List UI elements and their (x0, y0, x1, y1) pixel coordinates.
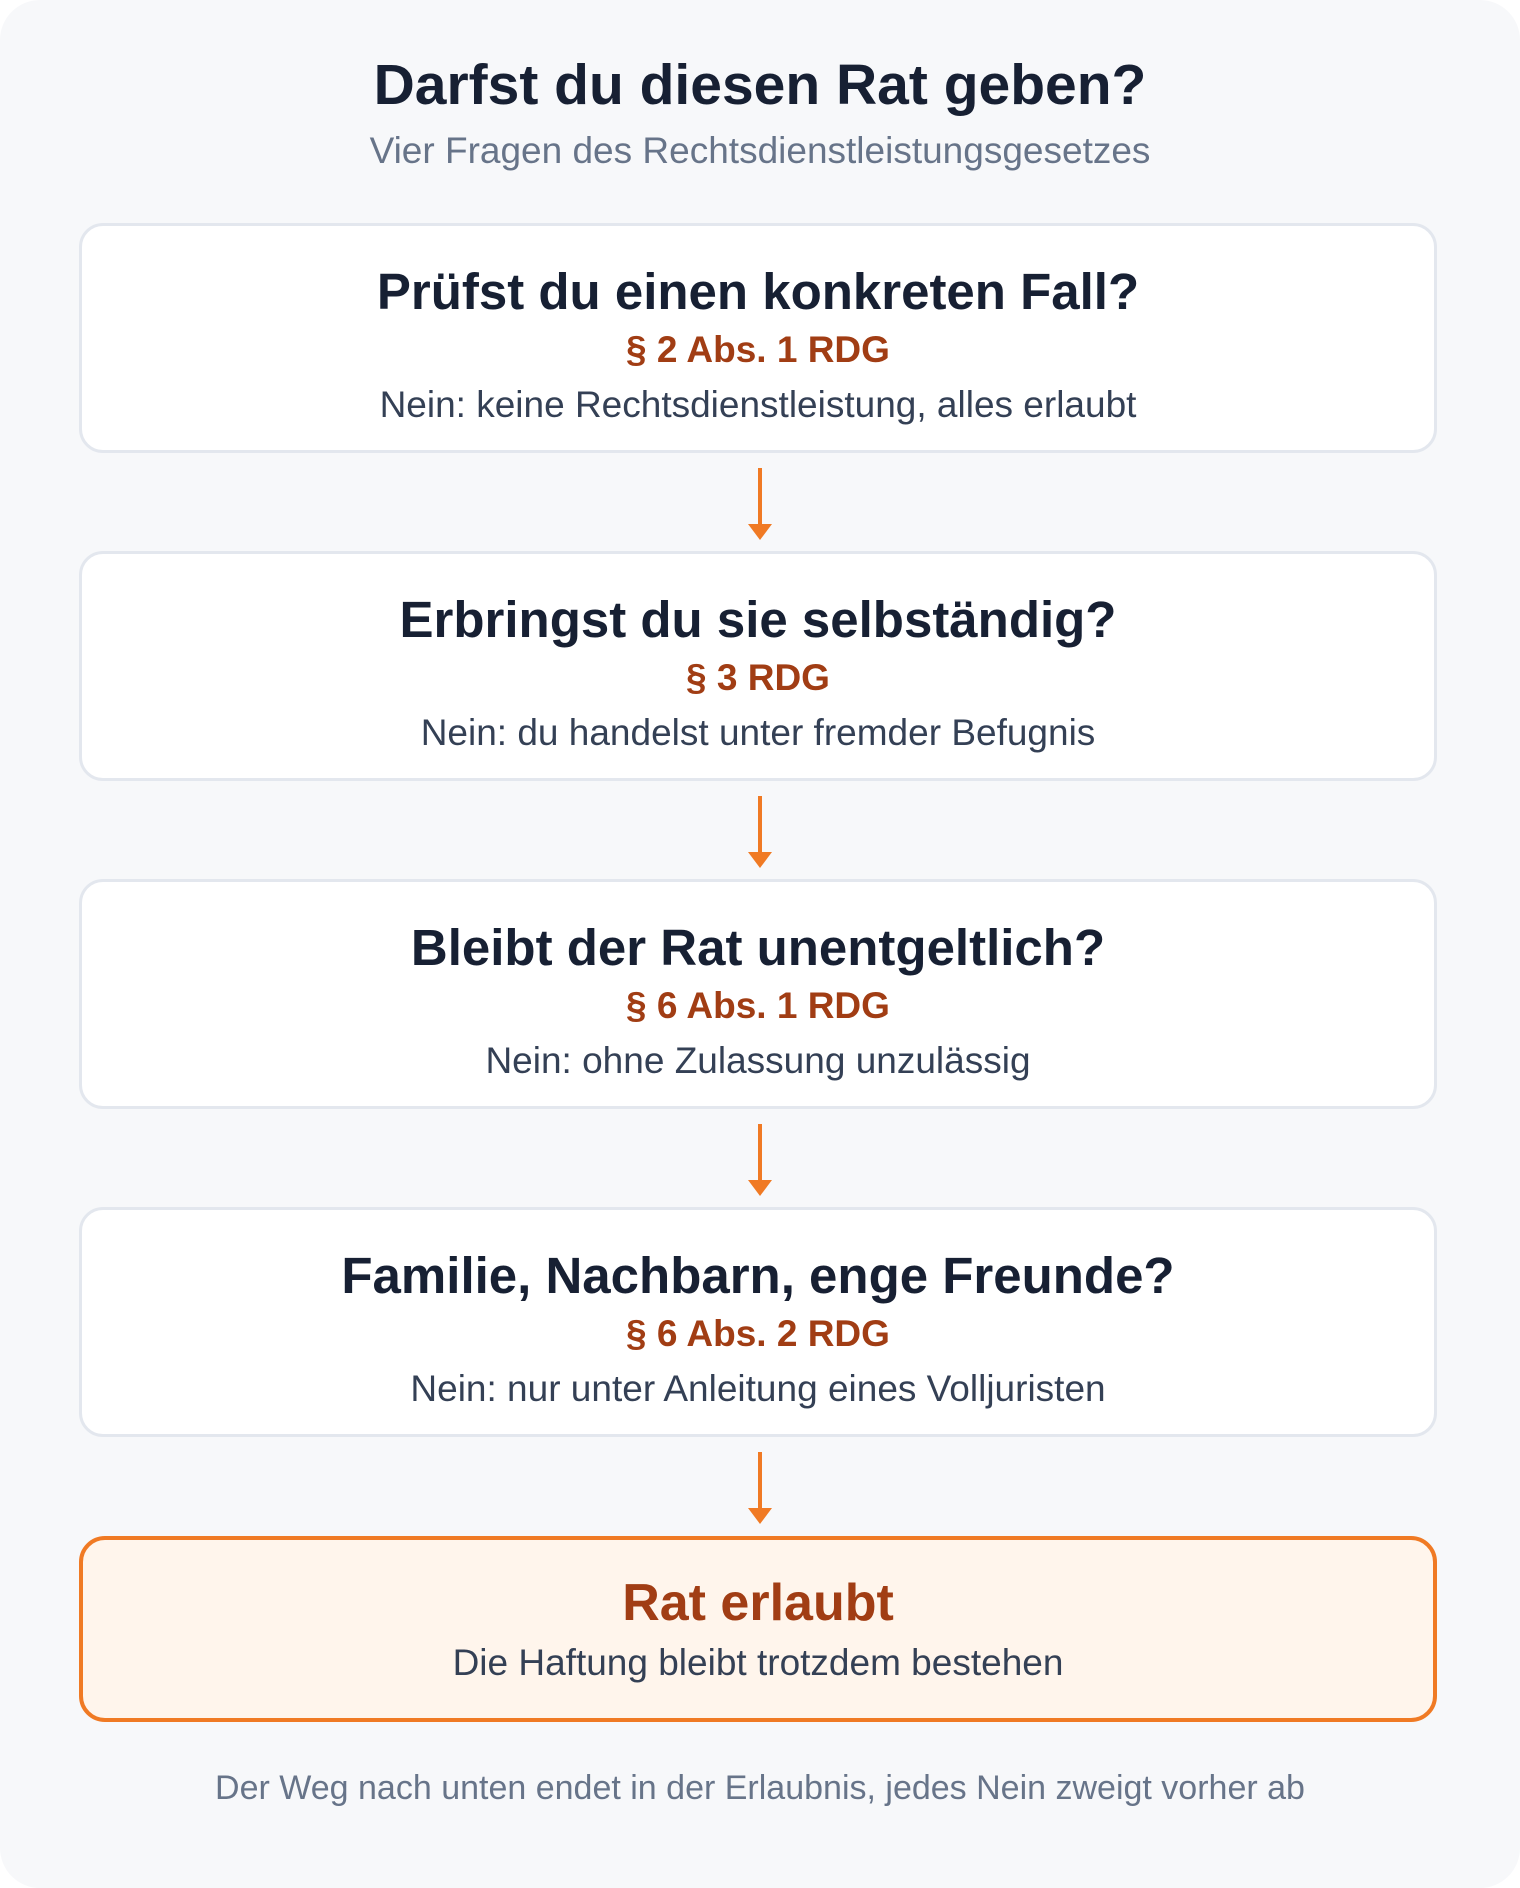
step-law-reference: § 3 RDG (686, 657, 830, 698)
step-law-reference: § 6 Abs. 1 RDG (626, 985, 890, 1026)
step-question: Prüfst du einen konkreten Fall? (376, 263, 1140, 320)
step-card-2 (79, 551, 1437, 781)
step-card-1 (79, 223, 1437, 453)
down-arrow-icon (744, 1122, 776, 1198)
step-law-reference: § 2 Abs. 1 RDG (626, 329, 890, 370)
step-no-outcome: Nein: keine Rechtsdienstleistung, alles erlaubt (379, 384, 1137, 425)
result-text: Die Haftung bleibt trotzdem bestehen (452, 1642, 1064, 1683)
step-law-reference: § 6 Abs. 2 RDG (626, 1313, 890, 1354)
diagram-subtitle: Vier Fragen des Rechtsdienstleistungsgesetzes (369, 130, 1151, 171)
step-no-outcome: Nein: nur unter Anleitung eines Volljuristen (410, 1368, 1106, 1409)
step-no-outcome: Nein: du handelst unter fremder Befugnis (420, 712, 1096, 753)
step-question: Erbringst du sie selbständig? (399, 591, 1117, 648)
down-arrow-icon (744, 794, 776, 870)
step-question: Bleibt der Rat unentgeltlich? (410, 919, 1106, 976)
step-card-4 (79, 1207, 1437, 1437)
footer-note: Der Weg nach unten endet in der Erlaubnis, jedes Nein zweigt vorher ab (215, 1769, 1305, 1807)
down-arrow-icon (744, 1450, 776, 1526)
diagram-title: Darfst du diesen Rat geben? (373, 53, 1147, 117)
step-question: Familie, Nachbarn, enge Freunde? (341, 1247, 1175, 1304)
result-card (79, 1536, 1437, 1722)
down-arrow-icon (744, 466, 776, 542)
step-card-3 (79, 879, 1437, 1109)
step-no-outcome: Nein: ohne Zulassung unzulässig (485, 1040, 1031, 1081)
result-title: Rat erlaubt (622, 1574, 894, 1632)
